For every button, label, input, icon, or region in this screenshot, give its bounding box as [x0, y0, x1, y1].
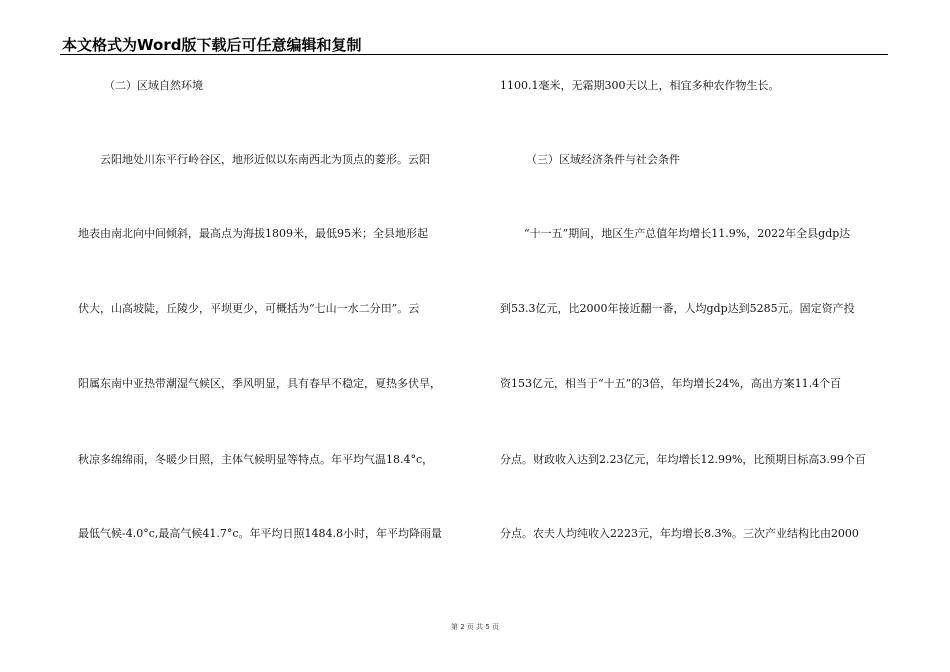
text-line: 伏大，山高坡陡，丘陵少，平坝更少，可概括为“七山一水二分田”。云: [78, 302, 420, 315]
header-divider: [60, 54, 888, 55]
text-line: 1100.1毫米，无霜期300天以上，相宜多种农作物生长。: [500, 79, 780, 92]
text-line: 到53.3亿元，比2000年接近翻一番，人均gdp达到5285元。固定资产投: [500, 302, 855, 315]
text-line: 云阳地处川东平行岭谷区，地形近似以东南西北为顶点的菱形。云阳: [100, 153, 430, 166]
text-line: 资153亿元，相当于“十五”的3倍，年均增长24%，高出方案11.4个百: [500, 377, 842, 390]
text-line: 分点。财政收入达到2.23亿元，年均增长12.99%，比预期目标高3.99个百: [500, 453, 866, 466]
text-line: 最低气候-4.0°c,最高气候41.7°c。年平均日照1484.8小时，年平均降雨量: [78, 527, 443, 540]
document-header-title: 本文格式为Word版下载后可任意编辑和复制: [62, 36, 362, 54]
page-number-footer: 第 2 页 共 5 页: [450, 623, 500, 631]
section-heading: （三）区域经济条件与社会条件: [526, 153, 680, 166]
text-line: 分点。农夫人均纯收入2223元，年均增长8.3%。三次产业结构比由2000: [500, 527, 859, 540]
text-line: 阳属东南中亚热带潮湿气候区，季风明显，具有春早不稳定，夏热多伏旱，: [78, 377, 441, 390]
text-line: 地表由南北向中间倾斜，最高点为海拔1809米，最低95米；全县地形起: [78, 227, 428, 240]
text-line: 秋凉多绵绵雨，冬暖少日照，主体气候明显等特点。年平均气温18.4°c，: [78, 453, 434, 466]
section-heading: （二）区域自然环境: [104, 79, 203, 92]
text-line: “十一五”期间，地区生产总值年均增长11.9%，2022年全县gdp达: [524, 227, 851, 240]
